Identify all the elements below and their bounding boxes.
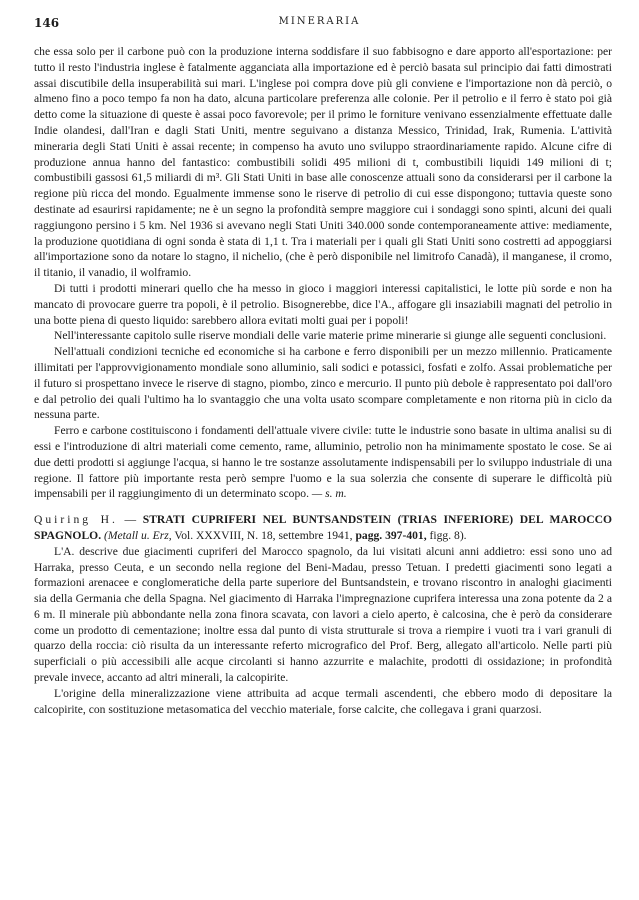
review1-paragraph: che essa solo per il carbone può con la produzione interna soddisfare il suo fabbisogno e dare apporto all'esportazione: per tutto il resto l'industria inglese è fatalmente agganciata alla importazione ed è perciò basata sul principio dai fatti dimostrati assai discutibile della insuperabilità sui mari. L'inglese poi compra dove più gli conviene e l'importazione non dà perciò, o almeno fino a poco tempo fa non ha dato, alcuna particolare preferenza alle colonie. Per il petrolio e il ferro è stato poi già detto come la situazione di queste è assai poco favorevole; per il primo le forniture venivano essenzialmente effettuate dalle Indie olandesi, dall'Iran e dagli Stati Uniti, mentre seguivano a distanza Messico, Trinidad, Irak, Rumenia. L'attività mineraria degli Stati Uniti è assai recente; in compenso ha avuto uno sviluppo straordinariamente rapido. Alcune cifre di produzione annua hanno del fantastico: combustibili solidi 495 milioni di t, combustibili liquidi 149 milioni di t; combustibili gassosi 61,5 miliardi di m³. Gli Stati Uniti in base alle conoscenze attuali sono da considerarsi per il carbone la regione più ricca del mondo. Egualmente immense sono le riserve di petrolio di cui esse dispongono; tuttavia queste sono destinate ad esaurirsi rapidamente; ne è un segno la profondità sempre maggiore cui i sondaggi sono spinti, alcuni dei quali raggiungono persino i 5 km. Nel 1936 si avevano negli Stati Uniti 340.000 sonde contemporaneamente attive: mediamente, la produzione quotidiana di ogni sonda è stata di 1,1 t. Tra i materiali per i quali gli Stati Uniti sono costretti ad appoggiarsi all'importazione sono da notare lo stagno, il nichelio, (che è però disponibile nel limitrofo Canadà), il manganese, il cromo, il titanio, il vanadio, il wolframio. <box>34 45 612 280</box>
review2-dash: — <box>124 513 137 527</box>
review2-citation <box>34 512 612 544</box>
review2-figures: figg. 8). <box>429 528 467 542</box>
review1-paragraph: Nell'attuali condizioni tecniche ed economiche si ha carbone e ferro disponibili per un mezzo millennio. Praticamente illimitati per l'approvvigionamento mondiale sono alluminio, sali sodici e potassici, fosfati e zolfo. Assai problematiche per il futuro si prospettano invece le riserve di stagno, piombo, zinco e mercurio. Il punto più debole è rappresentato poi dall'oro e dal petrolio dei quali l'ultimo ha lo svantaggio che una volta usato scompare completamente e non ritorna più in ciclo da nessuna parte. <box>34 345 612 422</box>
page-header <box>34 16 605 36</box>
review2-number-date: N. 18, settembre 1941, <box>246 528 353 542</box>
review2-author: Quiring H. <box>34 513 118 527</box>
page-body <box>34 44 612 717</box>
review2-volume: Vol. XXXVIII, <box>174 528 245 542</box>
running-title: MINERARIA <box>278 16 361 27</box>
page-number: 146 <box>34 16 60 30</box>
review2-title: STRATI CUPRIFERI NEL BUNTSANDSTEIN (TRIAS INFERIORE) DEL MAROCCO SPAGNOLO. <box>34 513 612 542</box>
reviewer-signature: — s. m. <box>311 487 347 501</box>
review1-paragraph-text: Ferro e carbone costituiscono i fondamenti dell'attuale vivere civile: tutte le industrie sono basate in ultima analisi su di essi e l'introduzione di altri materiali come cemento, rame, alluminio, petrolio non ha minimamente spostato le cose. Se ai due detti prodotti si aggiunge l'acqua, si hanno le tre sostanze assolutamente indispensabili per lo sviluppo industriale di una regione. Il fattore più importante resta però sempre l'uomo e la sua solerzia che consente di superare le difficoltà più impensabili per il raggiungimento di un determinato scopo. <box>34 424 612 501</box>
review1-paragraph: Nell'interessante capitolo sulle riserve mondiali delle varie materie prime minerarie si giunge alle seguenti conclusioni. <box>54 329 607 343</box>
review1-paragraph: Di tutti i prodotti minerari quello che ha messo in gioco i maggiori interessi capitalistici, le lotte più sorde e non ha mancato di provocare guerre tra popoli, è il petrolio. Bisognerebbe, dice l'A., affogare gli insaziabili magnati del petrolio in una botte piena di questo liquido: sarebbero allora evitati molti guai per i popoli! <box>34 281 612 327</box>
review2-pages: pagg. 397-401, <box>355 528 427 542</box>
review2-journal: (Metall u. Erz, <box>104 528 172 542</box>
review2-paragraph: L'origine della mineralizzazione viene attribuita ad acque termali ascendenti, che ebbero modo di depositare la calcopirite, con sostituzione metasomatica del vecchio materiale, forse calcite, che collegava i grani quarzosi. <box>34 686 612 716</box>
review1-last-paragraph <box>34 423 612 502</box>
review2-paragraph: L'A. descrive due giacimenti cupriferi del Marocco spagnolo, da lui visitati alcuni anni addietro: essi sono uno ad Harraka, presso Ceuta, e un secondo nella regione del Beni-Madau, presso Tetuan. I predetti giacimenti sono legati a formazioni arenacee e conglomeratiche della parte superiore del Buntsandstein, e trovano riscontro in analoghi giacimenti sia della Germania che della Spagna. Nel giacimento di Harraka l'impregnazione cuprifera interessa una zona potente da 2 a 6 m. Il minerale più abbondante nella zona finora scavata, con lavori a cielo aperto, è calcosina, che è però da considerare come un prodotto di cementazione; inoltre essa dal punto di vista strutturale si trova a riempire i vuoti tra i vari granuli di quarzo della roccia: ciò risulta da un interessante referto micrografico del Prof. Berg, allegato all'articolo. Nelle parti più superficiali o più accessibili alle acque circolanti si hanno azzurrite e malachite, prodotti di ossidazione; in profondità prevale invece, accanto ad altri minerali, la calcopirite. <box>34 544 612 685</box>
